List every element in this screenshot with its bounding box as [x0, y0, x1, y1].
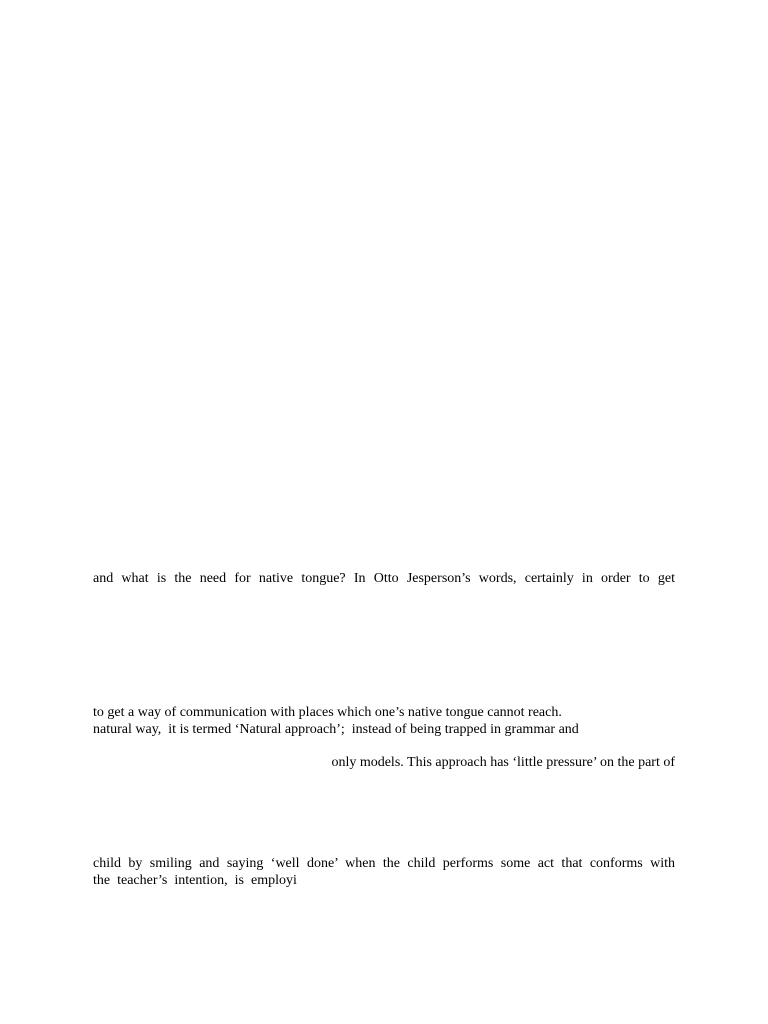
text-line: natural way, it is termed ‘Natural approach’; instead of being trapped in grammar and [93, 722, 579, 737]
text-line: to get a way of communication with places which one’s native tongue cannot reach. [93, 705, 562, 720]
text-line: child by smiling and saying ‘well done’ when the child performs some act that conforms with [93, 856, 675, 871]
text-line: only models. This approach has ‘little pressure’ on the part of [331, 755, 675, 770]
text-line: and what is the need for native tongue? In Otto Jesperson’s words, certainly in order to get [93, 571, 675, 586]
text-line: the teacher’s intention, is employi [93, 873, 297, 888]
